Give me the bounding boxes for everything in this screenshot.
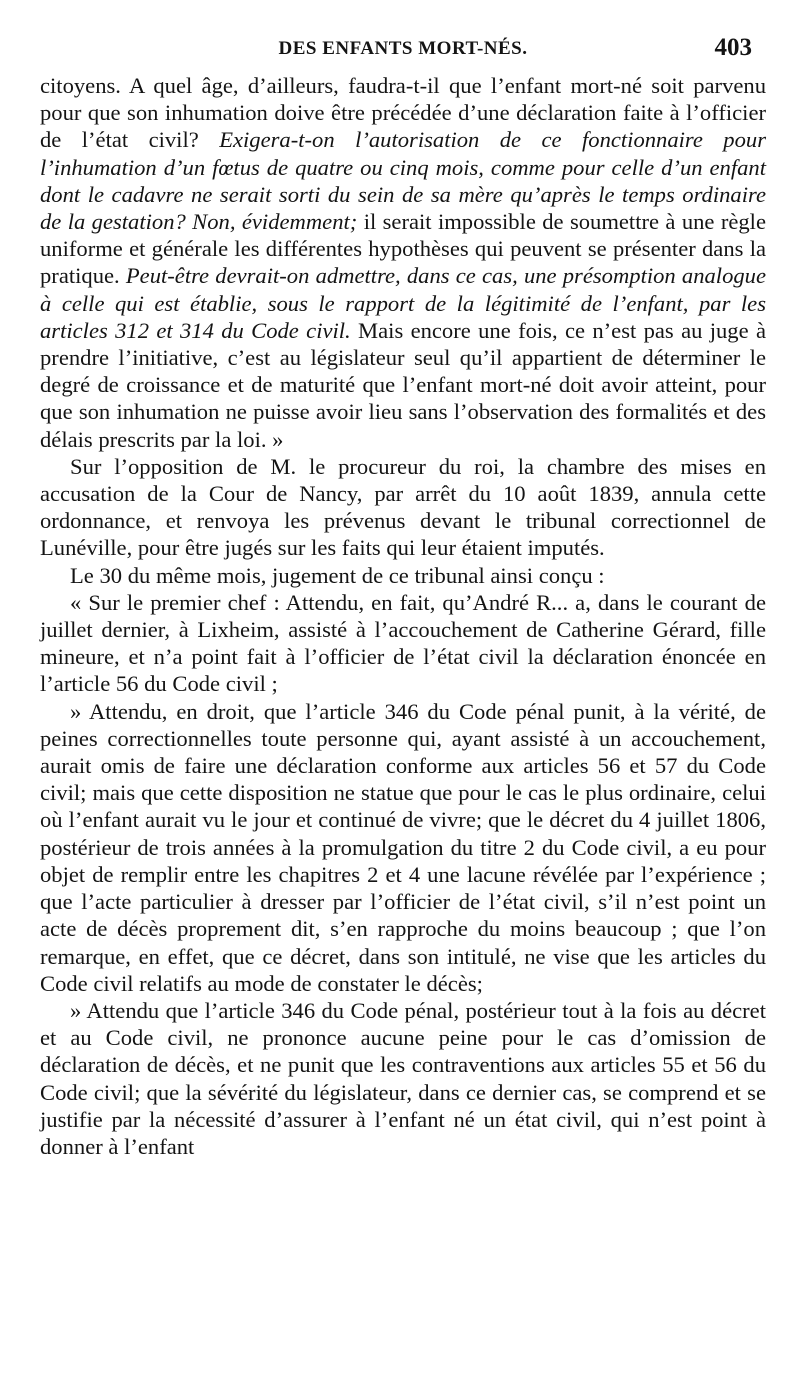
paragraph [40, 72, 766, 453]
paragraph [40, 453, 766, 562]
text-segment: » Attendu que l’article 346 du Code pénal, postérieur tout à la fois au décret et au Code civil, ne prononce aucune peine pour le cas d’omission de déclaration de décès, et ne punit que les contraventions aux articles 55 et 56 du Code civil; que la sévérité du législateur, dans ce dernier cas, se comprend et se justifie par la nécessité d’assurer à l’enfant né un état civil, qui n’est point à donner à l’enfant [40, 997, 766, 1159]
paragraph [40, 562, 766, 589]
italic-text-segment: Peut-être devrait-on admettre, dans ce cas, une présomption analogue à celle qui est établie, sous le rapport de la légitimité de l’enfant, par les articles 312 et 314 du Code civil. [40, 263, 767, 343]
text-segment: Le 30 du même mois, jugement de ce tribunal ainsi conçu : [70, 562, 605, 588]
text-segment: citoyens. A quel âge, d’ailleurs, faudra-t-il que l’enfant mort-né soit parvenu pour que son inhumation doive être précédée d’une déclaration faite à l’officier de l’état civil? [40, 73, 766, 153]
text-segment: Mais encore une fois, ce n’est pas au juge à prendre l’initiative, c’est au législateur seul qu’il appartient de déterminer le degré de croissance et de maturité que l’enfant mort-né doit avoir atteint, pour que son inhumation ne puisse avoir lieu sans l’observation des formalités et des délais prescrits par la loi. » [40, 317, 766, 452]
italic-text-segment: Exigera-t-on l’autorisation de ce fonctionnaire pour l’inhumation d’un fœtus de quatre ou cinq mois, comme pour celle d’un enfant dont le cadavre ne serait sorti du sein de sa mère qu’après le temps ordinaire de la gestation? Non, évidemment; [40, 127, 766, 235]
text-segment: » Attendu, en droit, que l’article 346 du Code pénal punit, à la vérité, de peines correctionnelles toute personne qui, ayant assisté à un accouchement, aurait omis de faire une déclaration conforme aux articles 56 et 57 du Code civil; mais que cette disposition ne statue que pour le cas le plus ordinaire, celui où l’enfant aurait vu le jour et continué de vivre; que le décret du 4 juillet 1806, postérieur de trois années à la promulgation du titre 2 du Code civil, a eu pour objet de remplir entre les chapitres 2 et 4 une lacune révélée par l’expérience ; que l’acte particulier à dresser par l’officier de l’état civil, s’il n’est point un acte de décès proprement dit, s’en rapproche du moins beaucoup ; que l’on remarque, en effet, que ce décret, dans son intitulé, ne vise que les articles du Code civil relatifs au mode de constater le décès; [40, 698, 766, 996]
text-segment: « Sur le premier chef : Attendu, en fait, qu’André R... a, dans le courant de juillet dernier, à Lixheim, assisté à l’accouchement de Catherine Gérard, fille mineure, et n’a point fait à l’officier de l’état civil la déclaration énoncée en l’article 56 du Code civil ; [40, 589, 766, 697]
paragraph [40, 698, 766, 997]
running-title: DES ENFANTS MORT-NÉS. [278, 38, 528, 59]
running-head [40, 0, 766, 62]
text-segment: Sur l’opposition de M. le procureur du roi, la chambre des mises en accusation de la Cour de Nancy, par arrêt du 10 août 1839, annula cette ordonnance, et renvoya les prévenus devant le tribunal correctionnel de Lunéville, pour être jugés sur les faits qui leur étaient imputés. [40, 453, 766, 561]
text-segment: il serait impossible de soumettre à une règle uniforme et générale les différentes hypothèses qui peuvent se présenter dans la pratique. [40, 209, 766, 289]
paragraph [40, 997, 766, 1160]
body-text [40, 72, 766, 1160]
paragraph [40, 589, 766, 698]
page-number: 403 [714, 34, 752, 61]
